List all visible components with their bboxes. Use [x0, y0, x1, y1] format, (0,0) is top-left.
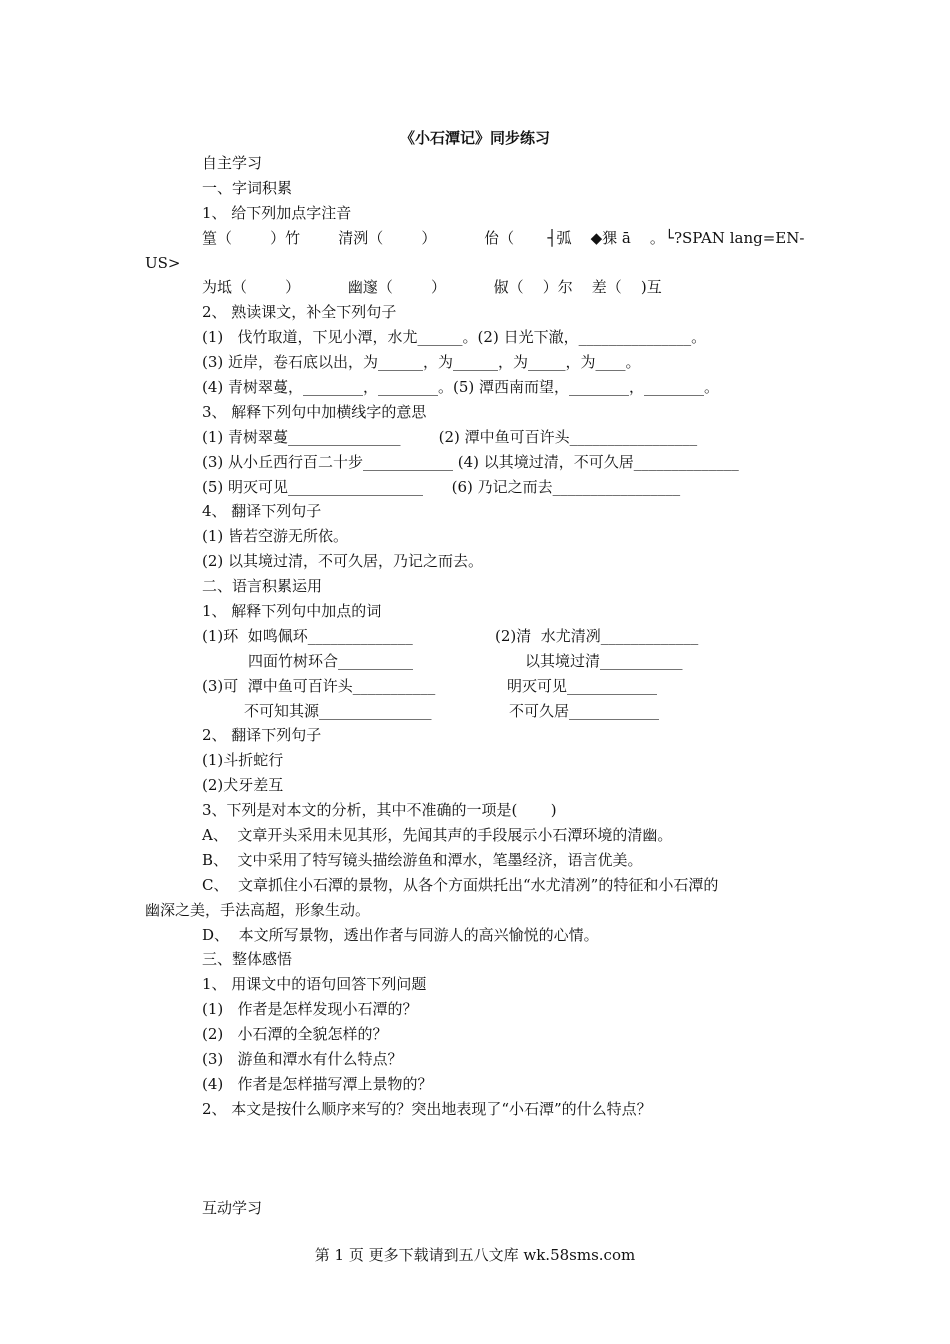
- text-line: (1) 伐竹取道，下见小潭，水尤______。(2) 日光下澈，_______________。: [202, 328, 707, 346]
- text-line: (3) 游鱼和潭水有什么特点？: [202, 1050, 403, 1068]
- text-line: US>: [145, 254, 181, 272]
- page-footer: 第 1 页 更多下载请到五八文库 wk.58sms.com: [314, 1246, 636, 1264]
- text-line: (1) 作者是怎样发现小石潭的？: [202, 1000, 418, 1018]
- question-heading: 1、 给下列加点字注音: [202, 204, 352, 222]
- choice-option: D、 本文所写景物，透出作者与同游人的高兴愉悦的心情。: [202, 926, 599, 944]
- question-heading: 3、 解释下列句中加横线字的意思: [202, 403, 427, 421]
- choice-option: A、 文章开头采用未见其形，先闻其声的手段展示小石潭环境的清幽。: [202, 826, 673, 844]
- text-segment: (1)环 如鸣佩环______________: [202, 627, 413, 645]
- text-segment: 四面竹树环合__________: [248, 652, 414, 670]
- question-heading: 1、 用课文中的语句回答下列问题: [202, 975, 427, 993]
- text-line: (2)犬牙差互: [202, 776, 284, 794]
- question-heading: 2、 翻译下列句子: [202, 726, 322, 744]
- question-heading: 1、 解释下列句中加点的词: [202, 602, 382, 620]
- section-heading: 互动学习: [202, 1199, 263, 1217]
- text-line: 为坻（ ） 幽邃（ ） 俶（ ）尔 差（ )互: [202, 278, 662, 296]
- section-heading: 三、整体感悟: [202, 950, 293, 968]
- page-title: 《小石潭记》同步练习: [399, 129, 550, 147]
- text-line: (4) 作者是怎样描写潭上景物的？: [202, 1075, 433, 1093]
- question-heading: 2、 本文是按什么顺序来写的？突出地表现了“小石潭”的什么特点？: [202, 1100, 652, 1118]
- choice-option: 幽深之美，手法高超，形象生动。: [145, 901, 371, 919]
- text-line: (4) 青树翠蔓，________，________。(5) 潭西南而望，________，________。: [202, 378, 720, 396]
- section-heading: 一、字词积累: [202, 179, 293, 197]
- text-segment: 不可知其源_______________: [244, 702, 432, 720]
- question-heading: 2、 熟读课文，补全下列句子: [202, 303, 397, 321]
- question-heading: 4、 翻译下列句子: [202, 502, 322, 520]
- text-segment: (3)可 潭中鱼可百许头___________: [202, 677, 436, 695]
- text-segment: 以其境过清___________: [525, 652, 683, 670]
- text-line: (1)斗折蛇行: [202, 751, 284, 769]
- text-line: 篁（ ）竹 清洌（ ） 佁（ ┤弧 ◆猓 ā 。└?SPAN lang=EN-: [202, 229, 805, 247]
- question-heading: 3、下列是对本文的分析，其中不准确的一项是( ): [202, 801, 557, 819]
- text-line: (3) 从小丘西行百二十步____________ (4) 以其境过清，不可久居______________: [202, 453, 739, 471]
- text-segment: 不可久居____________: [509, 702, 660, 720]
- text-line: (1) 青树翠蔓_______________ (2) 潭中鱼可百许头_________________: [202, 428, 698, 446]
- text-line: (2) 小石潭的全貌怎样的？: [202, 1025, 388, 1043]
- section-heading: 自主学习: [202, 154, 263, 172]
- text-segment: (2)清 水尤清冽_____________: [495, 627, 699, 645]
- text-segment: 明灭可见____________: [507, 677, 658, 695]
- text-line: (3) 近岸，卷石底以出，为______，为______，为_____，为____。: [202, 353, 641, 371]
- choice-option: B、 文中采用了特写镜头描绘游鱼和潭水，笔墨经济，语言优美。: [202, 851, 643, 869]
- text-line: (5) 明灭可见__________________ (6) 乃记之而去_________________: [202, 478, 681, 496]
- text-line: (2) 以其境过清，不可久居，乃记之而去。: [202, 552, 484, 570]
- text-line: (1) 皆若空游无所依。: [202, 527, 349, 545]
- choice-option: C、 文章抓住小石潭的景物，从各个方面烘托出“水尤清冽”的特征和小石潭的: [202, 876, 719, 894]
- section-heading: 二、语言积累运用: [202, 577, 323, 595]
